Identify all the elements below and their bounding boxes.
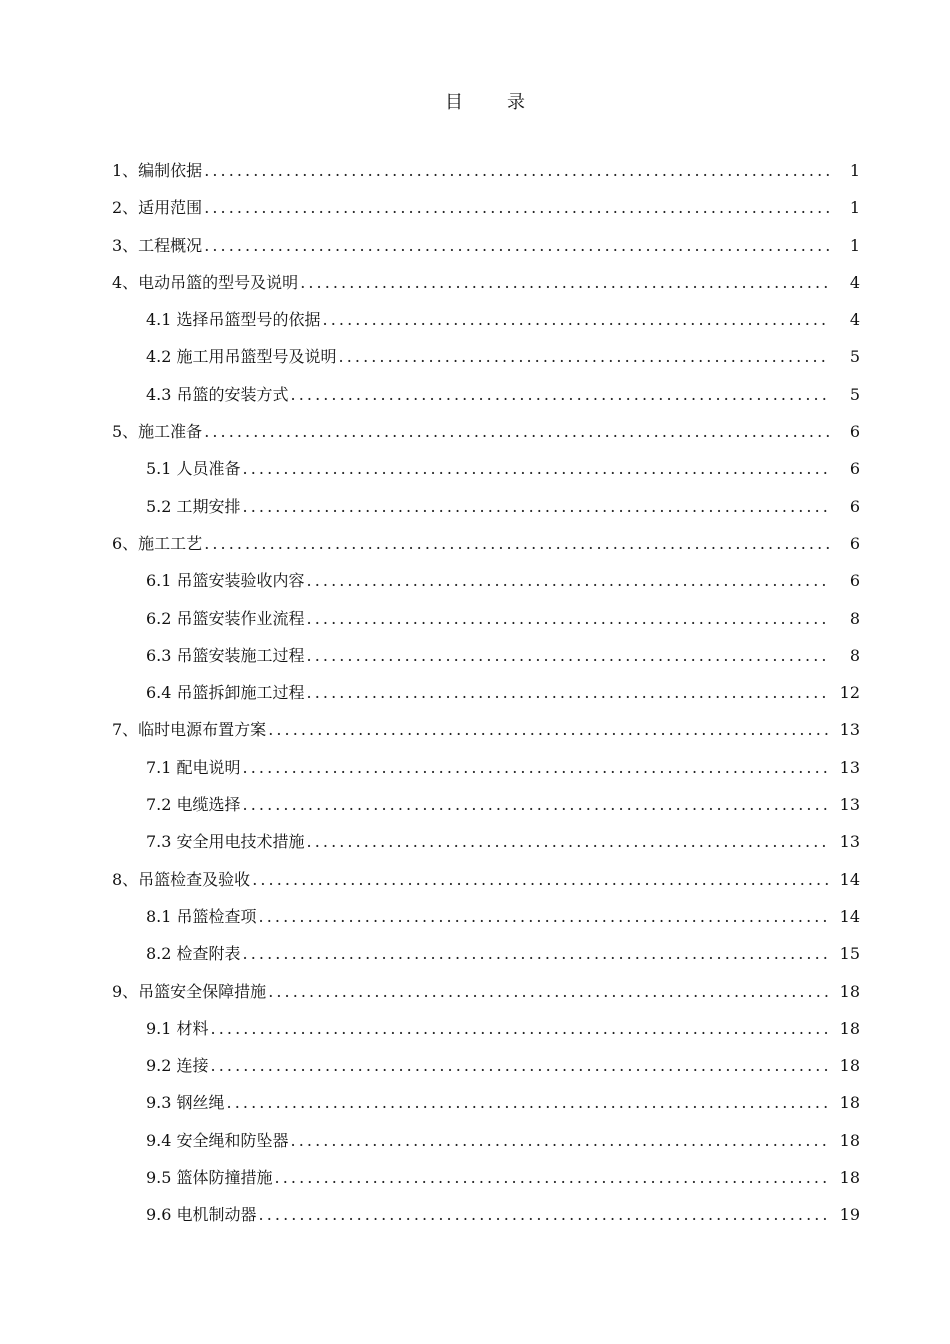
toc-entry-label: 8.1 吊篮检查项 (146, 906, 257, 926)
toc-dot-leader (307, 823, 830, 860)
toc-entry-page-number: 13 (839, 757, 860, 777)
toc-entry-label: 1、编制依据 (112, 161, 203, 180)
toc-entry[interactable] (112, 711, 860, 748)
toc-entry-page-number: 18 (839, 981, 860, 1001)
toc-entry-label: 6.1 吊篮安装验收内容 (146, 571, 305, 591)
toc-entry[interactable] (112, 1010, 860, 1047)
toc-entry-label: 3、工程概况 (112, 235, 203, 255)
toc-dot-leader (268, 711, 830, 748)
toc-entry[interactable] (112, 935, 860, 972)
toc-entry-label: 7.3 安全用电技术措施 (146, 832, 305, 852)
toc-dot-leader (268, 973, 830, 1010)
toc-entry[interactable] (112, 189, 860, 226)
toc-dot-leader (204, 189, 830, 226)
toc-entry-page-number: 6 (849, 459, 860, 479)
toc-dot-leader (243, 935, 830, 972)
toc-entry-label: 9、吊篮安全保障措施 (112, 981, 267, 1001)
toc-dot-leader (243, 749, 830, 786)
toc-entry-label: 9.2 连接 (146, 1056, 209, 1076)
toc-entry-page-number: 6 (849, 422, 860, 442)
toc-entry-page-number: 1 (849, 161, 860, 180)
toc-entry[interactable] (112, 376, 860, 413)
toc-entry-label: 2、适用范围 (112, 198, 203, 218)
toc-entry-page-number: 1 (849, 198, 860, 218)
title-char-2: 录 (507, 92, 525, 113)
toc-dot-leader (275, 1159, 830, 1196)
toc-dot-leader (300, 264, 830, 301)
toc-entry-page-number: 8 (849, 645, 860, 665)
toc-dot-leader (227, 1084, 830, 1121)
toc-dot-leader (339, 338, 830, 375)
toc-entry-page-number: 14 (839, 869, 860, 889)
toc-entry-label: 9.1 材料 (146, 1018, 209, 1038)
toc-entry-page-number: 18 (839, 1168, 860, 1188)
toc-entry[interactable] (112, 674, 860, 711)
toc-entry[interactable] (112, 823, 860, 860)
toc-entry-page-number: 4 (849, 310, 860, 330)
toc-entry[interactable] (112, 562, 860, 599)
toc-entry-page-number: 13 (839, 832, 860, 852)
toc-dot-leader (307, 637, 830, 674)
toc-entry-label: 8.2 检查附表 (146, 944, 241, 964)
toc-entry-page-number: 6 (849, 496, 860, 516)
toc-dot-leader (204, 152, 830, 189)
toc-entry-label: 6、施工工艺 (112, 533, 203, 553)
toc-dot-leader (211, 1047, 830, 1084)
toc-entry-label: 5.2 工期安排 (146, 496, 241, 516)
toc-entry-page-number: 5 (849, 384, 860, 404)
toc-entry-label: 6.4 吊篮拆卸施工过程 (146, 683, 305, 703)
toc-entry-page-number: 19 (839, 1205, 860, 1225)
toc-dot-leader (291, 1122, 830, 1159)
toc-entry[interactable] (112, 1159, 860, 1196)
toc-entry-label: 5.1 人员准备 (146, 459, 241, 479)
toc-entry-label: 4、电动吊篮的型号及说明 (112, 272, 299, 292)
toc-entry-label: 8、吊篮检查及验收 (112, 869, 251, 889)
toc-entry-label: 4.3 吊篮的安装方式 (146, 384, 289, 404)
toc-entry[interactable] (112, 1047, 860, 1084)
toc-entry[interactable] (112, 488, 860, 525)
toc-entry[interactable] (112, 600, 860, 637)
toc-dot-leader (323, 301, 830, 338)
toc-dot-leader (243, 786, 830, 823)
toc-dot-leader (204, 227, 830, 264)
toc-entry-page-number: 6 (849, 571, 860, 591)
toc-entry-label: 4.1 选择吊篮型号的依据 (146, 310, 321, 330)
toc-dot-leader (252, 861, 830, 898)
toc-dot-leader (307, 674, 830, 711)
toc-entry[interactable] (112, 898, 860, 935)
toc-entry-page-number: 13 (839, 795, 860, 815)
toc-entry-label: 4.2 施工用吊篮型号及说明 (146, 347, 337, 367)
toc-entry[interactable] (112, 1196, 860, 1233)
toc-entry[interactable] (112, 749, 860, 786)
toc-entry-page-number: 18 (839, 1056, 860, 1076)
toc-entry[interactable] (112, 152, 860, 189)
toc-dot-leader (259, 898, 830, 935)
toc-entry-label: 6.3 吊篮安装施工过程 (146, 645, 305, 665)
toc-entry[interactable] (112, 338, 860, 375)
toc-entry[interactable] (112, 301, 860, 338)
toc-entry[interactable] (112, 861, 860, 898)
toc-entry-label: 9.3 钢丝绳 (146, 1093, 225, 1113)
toc-dot-leader (291, 376, 830, 413)
toc-dot-leader (204, 525, 830, 562)
toc-entry-page-number: 4 (849, 272, 860, 292)
page-title (0, 88, 950, 114)
toc-entry[interactable] (112, 413, 860, 450)
toc-dot-leader (211, 1010, 830, 1047)
toc-entry[interactable] (112, 227, 860, 264)
toc-dot-leader (204, 413, 830, 450)
toc-entry-page-number: 12 (839, 683, 860, 703)
toc-dot-leader (259, 1196, 830, 1233)
toc-dot-leader (243, 488, 830, 525)
toc-dot-leader (307, 562, 830, 599)
toc-entry-page-number: 14 (839, 906, 860, 926)
toc-entry-page-number: 18 (839, 1018, 860, 1038)
toc-entry[interactable] (112, 264, 860, 301)
toc-entry[interactable] (112, 450, 860, 487)
toc-entry[interactable] (112, 637, 860, 674)
toc-entry[interactable] (112, 973, 860, 1010)
toc-entry-page-number: 13 (839, 720, 860, 740)
toc-entry-label: 5、施工准备 (112, 422, 203, 442)
table-of-contents (112, 152, 860, 1234)
toc-entry-label: 7.2 电缆选择 (146, 795, 241, 815)
toc-entry-page-number: 8 (849, 608, 860, 628)
toc-entry[interactable] (112, 786, 860, 823)
toc-entry[interactable] (112, 525, 860, 562)
toc-dot-leader (307, 600, 830, 637)
toc-entry[interactable] (112, 1122, 860, 1159)
toc-entry-page-number: 6 (849, 533, 860, 553)
toc-entry-page-number: 15 (839, 944, 860, 964)
toc-entry-label: 7.1 配电说明 (146, 757, 241, 777)
toc-entry-label: 7、临时电源布置方案 (112, 720, 267, 740)
toc-entry-label: 9.4 安全绳和防坠器 (146, 1130, 289, 1150)
toc-entry-label: 9.6 电机制动器 (146, 1205, 257, 1225)
toc-entry-label: 9.5 篮体防撞措施 (146, 1168, 273, 1188)
toc-entry-page-number: 5 (849, 347, 860, 367)
title-char-1: 目 (445, 92, 463, 113)
toc-entry-page-number: 18 (839, 1130, 860, 1150)
toc-entry-page-number: 1 (849, 235, 860, 255)
toc-entry-label: 6.2 吊篮安装作业流程 (146, 608, 305, 628)
toc-dot-leader (243, 450, 830, 487)
toc-entry[interactable] (112, 1084, 860, 1121)
toc-entry-page-number: 18 (839, 1093, 860, 1113)
